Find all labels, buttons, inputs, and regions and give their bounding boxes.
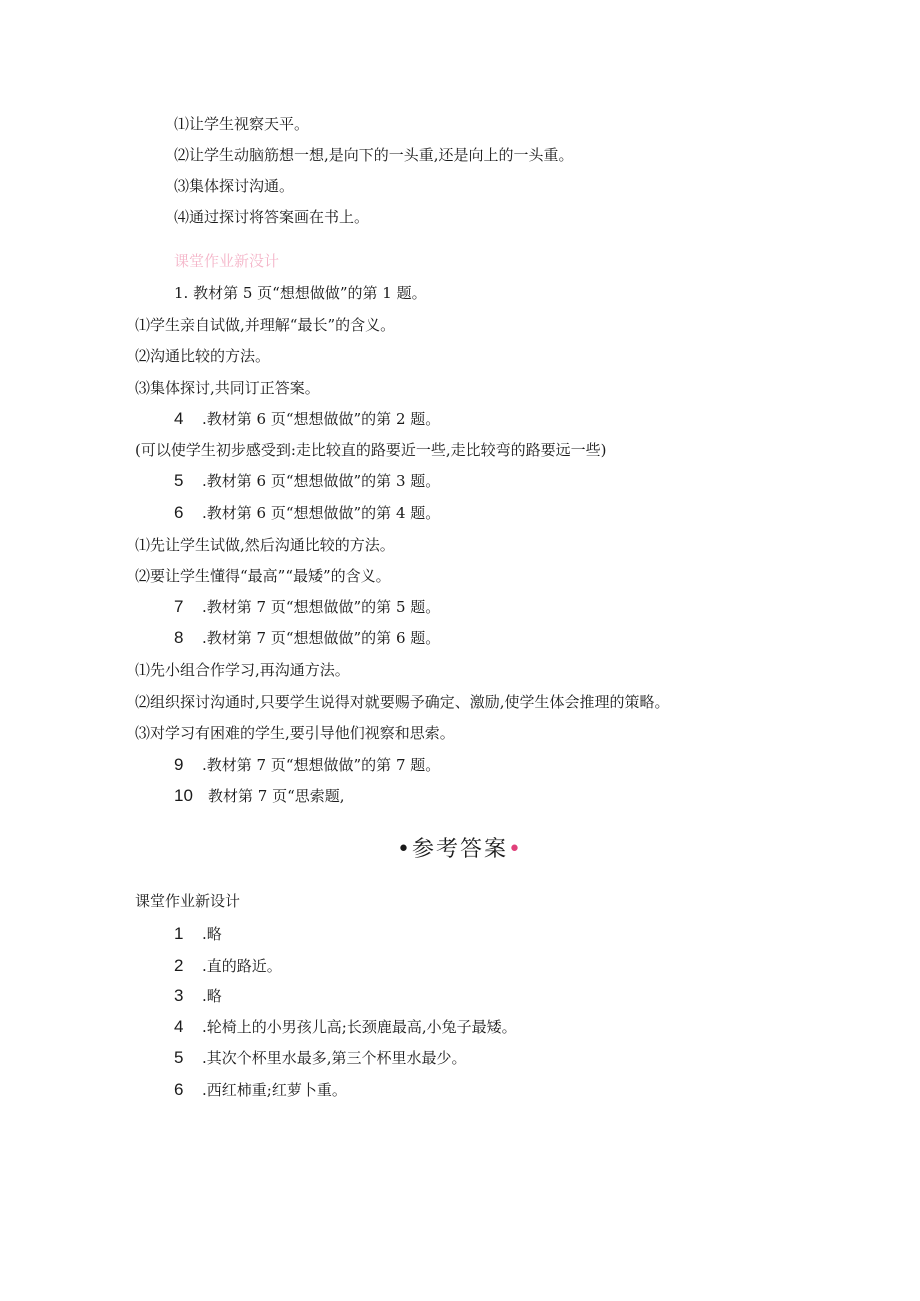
step-item-4: ⑷通过探讨将答案画在书上。 [174, 208, 370, 226]
question-1: 1. 教材第 5 页“想想做做”的第 1 题。 [174, 284, 427, 302]
title-dot-right: • [508, 837, 523, 862]
answers-subtitle: 课堂作业新设计 [135, 892, 241, 910]
answer-text: .直的路近。 [202, 957, 282, 975]
answer-text: .略 [202, 925, 222, 943]
answer-text: .其次个杯里水最多,第三个杯里水最少。 [202, 1049, 467, 1067]
answer-number: 3 [174, 986, 184, 1005]
answer-number: 6 [174, 1080, 184, 1099]
answers-title-text: 参考答案 [411, 837, 508, 862]
question-4-note: (可以使学生初步感受到:走比较直的路要近一些,走比较弯的路要远一些) [135, 441, 607, 459]
question-8-sub-2: ⑵组织探讨沟通时,只要学生说得对就要赐予确定、激励,使学生体会推理的策略。 [135, 693, 670, 711]
answer-number: 2 [174, 956, 184, 975]
question-5-text: .教材第 6 页“想想做做”的第 3 题。 [202, 472, 441, 490]
answer-number: 4 [174, 1017, 184, 1036]
question-9-text: .教材第 7 页“想想做做”的第 7 题。 [202, 756, 441, 774]
question-7 [174, 597, 440, 617]
title-dot-left: • [397, 837, 412, 862]
answers-title [0, 836, 920, 864]
question-10-text: 教材第 7 页“思索题, [208, 787, 345, 805]
answer-number: 1 [174, 924, 184, 943]
question-7-number: 7 [174, 597, 184, 616]
question-10-number: 10 [174, 786, 193, 805]
question-7-text: .教材第 7 页“想想做做”的第 5 题。 [202, 598, 441, 616]
answer-item [174, 1048, 467, 1068]
question-5-number: 5 [174, 471, 184, 490]
question-8-text: .教材第 7 页“想想做做”的第 6 题。 [202, 629, 441, 647]
answer-item [174, 924, 222, 944]
question-8-number: 8 [174, 628, 184, 647]
question-6 [174, 503, 440, 523]
question-9 [174, 755, 440, 775]
question-4 [174, 409, 440, 429]
question-1-sub-3: ⑶集体探讨,共同订正答案。 [135, 379, 320, 397]
question-8-sub-1: ⑴先小组合作学习,再沟通方法。 [135, 661, 350, 679]
answer-text: .轮椅上的小男孩儿高;长颈鹿最高,小兔子最矮。 [202, 1018, 517, 1036]
question-8 [174, 628, 440, 648]
step-item-2: ⑵让学生动脑筋想一想,是向下的一头重,还是向上的一头重。 [174, 146, 574, 164]
question-6-sub-1: ⑴先让学生试做,然后沟通比较的方法。 [135, 536, 395, 554]
question-4-number: 4 [174, 409, 184, 428]
question-4-text: .教材第 6 页“想想做做”的第 2 题。 [202, 410, 441, 428]
step-item-3: ⑶集体探讨沟通。 [174, 177, 295, 195]
answer-item [174, 1017, 517, 1037]
question-1-sub-1: ⑴学生亲自试做,并理解“最长”的含义。 [135, 316, 396, 334]
question-1-sub-2: ⑵沟通比较的方法。 [135, 347, 271, 365]
answer-item [174, 956, 282, 976]
answer-text: .略 [202, 987, 222, 1005]
question-6-number: 6 [174, 503, 184, 522]
question-5 [174, 471, 440, 491]
question-6-sub-2: ⑵要让学生懂得“最高”“最矮”的含义。 [135, 567, 391, 585]
answer-item [174, 986, 222, 1006]
section-heading: 课堂作业新没计 [174, 252, 280, 270]
answer-number: 5 [174, 1048, 184, 1067]
answer-item [174, 1080, 347, 1100]
question-6-text: .教材第 6 页“想想做做”的第 4 题。 [202, 504, 441, 522]
answer-text: .西红柿重;红萝卜重。 [202, 1081, 347, 1099]
question-8-sub-3: ⑶对学习有困难的学生,要引导他们视察和思索。 [135, 724, 455, 742]
question-10 [174, 786, 345, 806]
step-item-1: ⑴让学生视察天平。 [174, 115, 310, 133]
question-9-number: 9 [174, 755, 184, 774]
